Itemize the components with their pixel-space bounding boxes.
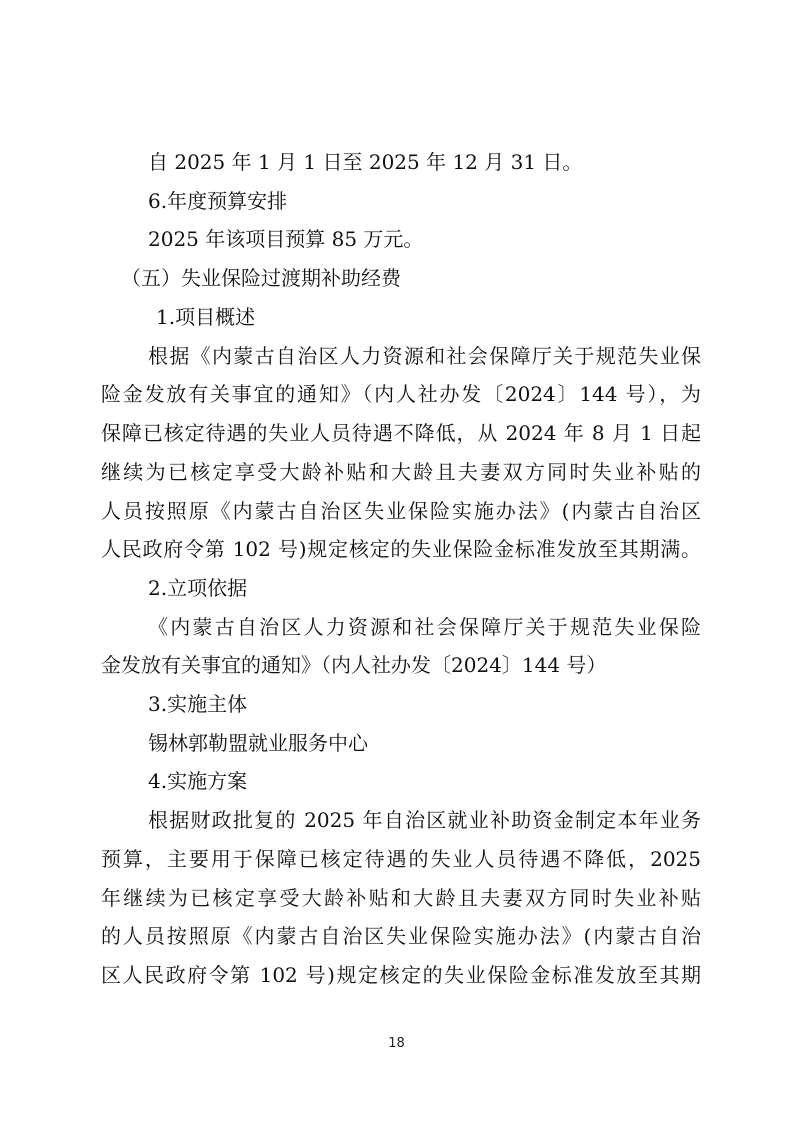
page-number: 18	[388, 1036, 405, 1051]
text-line: 2025 年该项目预算 85 万元。	[148, 227, 424, 251]
paragraph-line: 区人民政府令第 102 号)规定核定的失业保险金标准发放至其期	[101, 963, 701, 987]
paragraph-line: 金发放有关事宜的通知》（内人社办发〔2024〕144 号）	[101, 653, 607, 677]
subheading-implementing-body: 3.实施主体	[148, 692, 248, 716]
paragraph-line: 保障已核定待遇的失业人员待遇不降低，从 2024 年 8 月 1 日起	[101, 421, 701, 445]
paragraph-line: 人民政府令第 102 号)规定核定的失业保险金标准发放至其期满。	[101, 537, 701, 561]
section-heading-5: （五）失业保险过渡期补助经费	[121, 266, 401, 290]
paragraph-line: 根据《内蒙古自治区人力资源和社会保障厅关于规范失业保	[148, 344, 701, 368]
subheading-project-basis: 2.立项依据	[148, 576, 248, 600]
subheading-budget-arrangement: 6.年度预算安排	[148, 189, 288, 213]
paragraph-line: 继续为已核定享受大龄补贴和大龄且夫妻双方同时失业补贴的	[101, 460, 701, 484]
subheading-project-overview: 1.项目概述	[156, 305, 256, 329]
paragraph-line: 《内蒙古自治区人力资源和社会保障厅关于规范失业保险	[148, 615, 701, 639]
text-line: 自 2025 年 1 月 1 日至 2025 年 12 月 31 日。	[148, 150, 583, 174]
paragraph-line: 的人员按照原《内蒙古自治区失业保险实施办法》(内蒙古自治	[101, 924, 701, 948]
paragraph-line: 险金发放有关事宜的通知》（内人社办发〔2024〕144 号），为	[101, 382, 701, 406]
paragraph-line: 预算，主要用于保障已核定待遇的失业人员待遇不降低，2025	[101, 847, 701, 871]
paragraph-line: 根据财政批复的 2025 年自治区就业补助资金制定本年业务	[148, 808, 701, 832]
paragraph-line: 人员按照原《内蒙古自治区失业保险实施办法》(内蒙古自治区	[101, 499, 701, 523]
subheading-implementation-plan: 4.实施方案	[148, 769, 248, 793]
paragraph-line: 年继续为已核定享受大龄补贴和大龄且夫妻双方同时失业补贴	[101, 886, 701, 910]
text-line: 锡林郭勒盟就业服务中心	[148, 731, 368, 755]
